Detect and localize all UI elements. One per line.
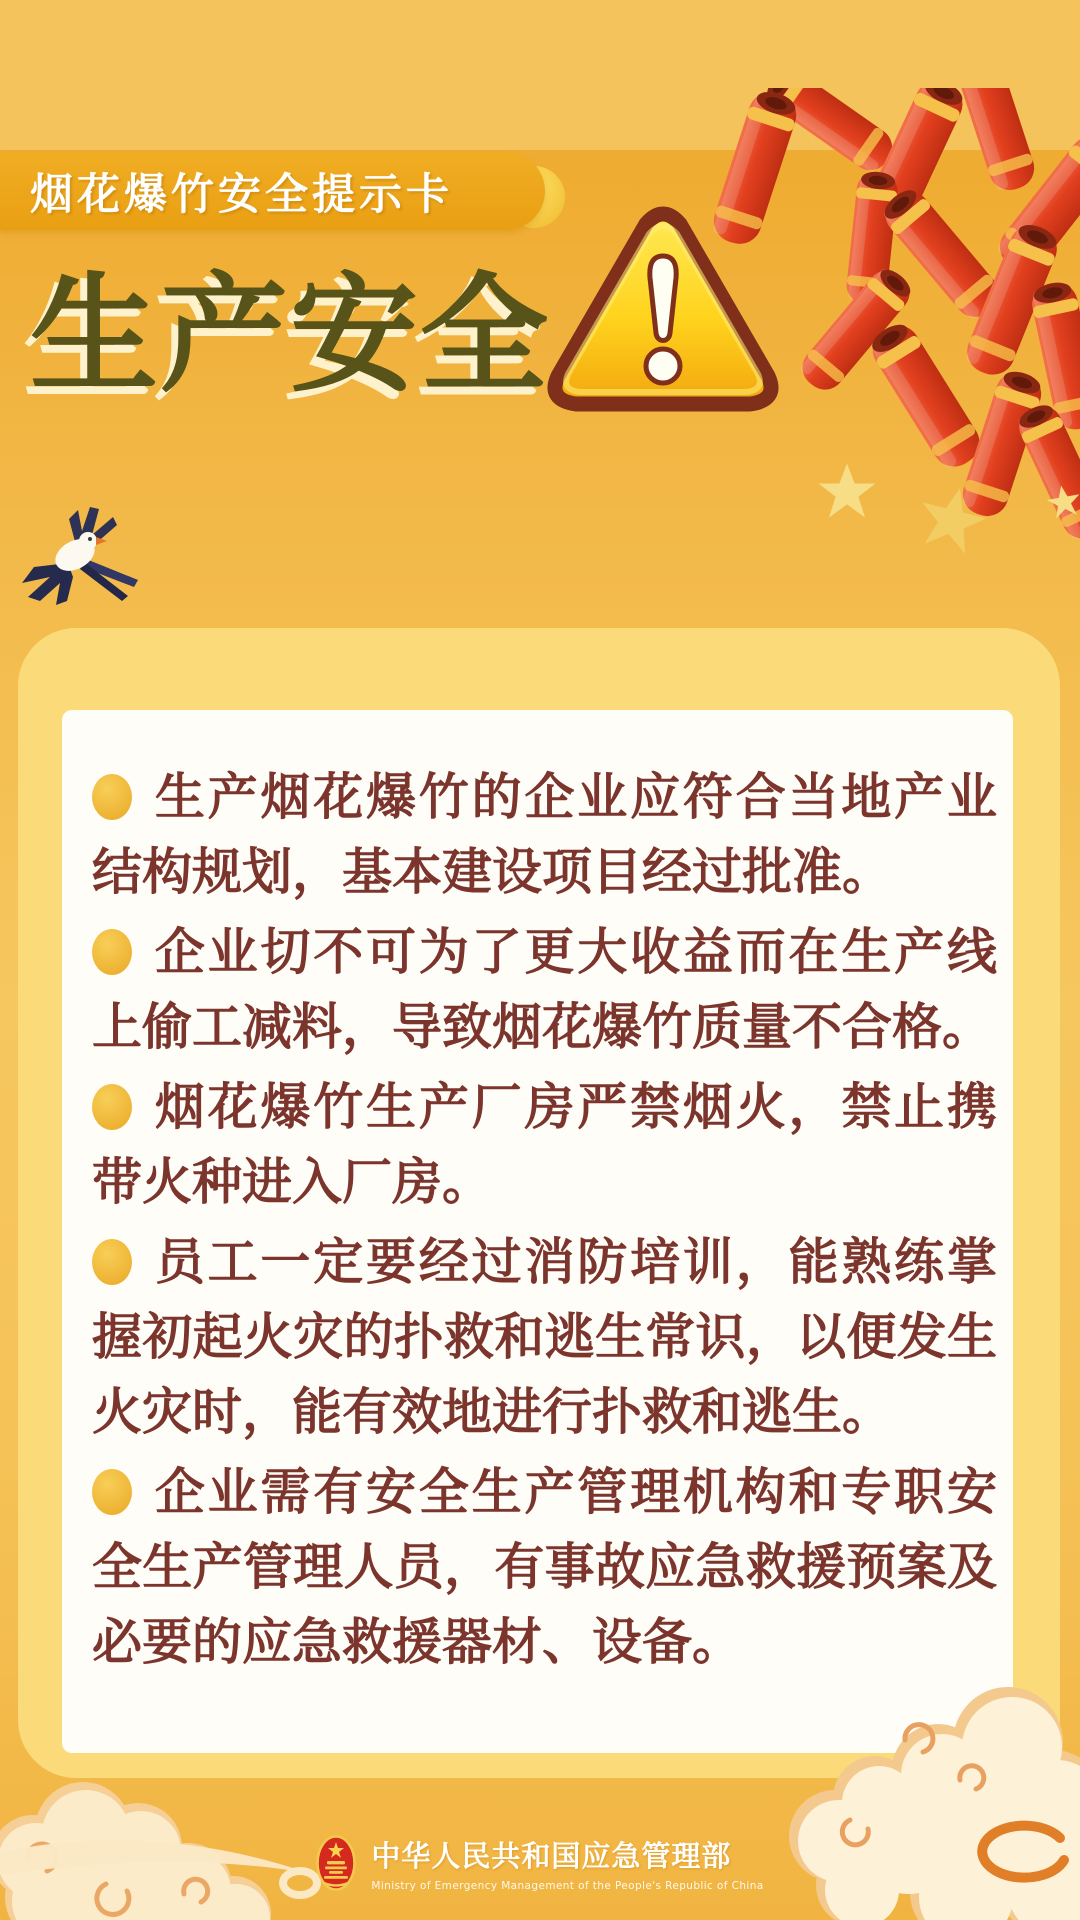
prc-emblem-icon <box>316 1835 356 1891</box>
bullet-dot-icon <box>92 1239 132 1285</box>
agency-name-cn: 中华人民共和国应急管理部 <box>371 1839 732 1873</box>
bullet-dot-icon <box>92 774 132 820</box>
bullet-dot-icon <box>92 1469 132 1515</box>
bullet-text: 企业需有安全生产管理机构和专职安全生产管理人员，有事故应急救援预案及必要的应急救援器材、设备。 <box>92 1463 997 1671</box>
footer <box>0 1834 1080 1892</box>
bullet-item <box>92 1070 997 1220</box>
poster-title: 生产安全 <box>30 261 551 410</box>
bullet-text: 生产烟花爆竹的企业应符合当地产业结构规划，基本建设项目经过批准。 <box>92 768 997 901</box>
bullet-dot-icon <box>92 1084 132 1130</box>
bullet-text: 烟花爆竹生产厂房严禁烟火，禁止携带火种进入厂房。 <box>92 1078 997 1211</box>
content-card-inner <box>62 710 1013 1753</box>
badge-ribbon <box>0 152 545 230</box>
content-card <box>18 628 1060 1778</box>
bullet-text: 企业切不可为了更大收益而在生产线上偷工减料，导致烟花爆竹质量不合格。 <box>92 923 997 1056</box>
bullet-item <box>92 915 997 1065</box>
bullet-item <box>92 1225 997 1450</box>
agency-name-en: Ministry of Emergency Management of the People's Republic of China <box>371 1880 764 1892</box>
star-sparkle <box>819 464 876 518</box>
magpie-bird-illustration <box>20 505 150 610</box>
agency-name-block <box>371 1834 763 1892</box>
bullet-text: 员工一定要经过消防培训，能熟练掌握初起火灾的扑救和逃生常识，以便发生火灾时，能有效地进行扑救和逃生。 <box>92 1233 997 1441</box>
bullet-item <box>92 760 997 910</box>
bullet-item <box>92 1455 997 1680</box>
badge-label: 烟花爆竹安全提示卡 <box>30 169 453 220</box>
bullet-dot-icon <box>92 929 132 975</box>
warning-triangle-icon <box>536 190 790 446</box>
